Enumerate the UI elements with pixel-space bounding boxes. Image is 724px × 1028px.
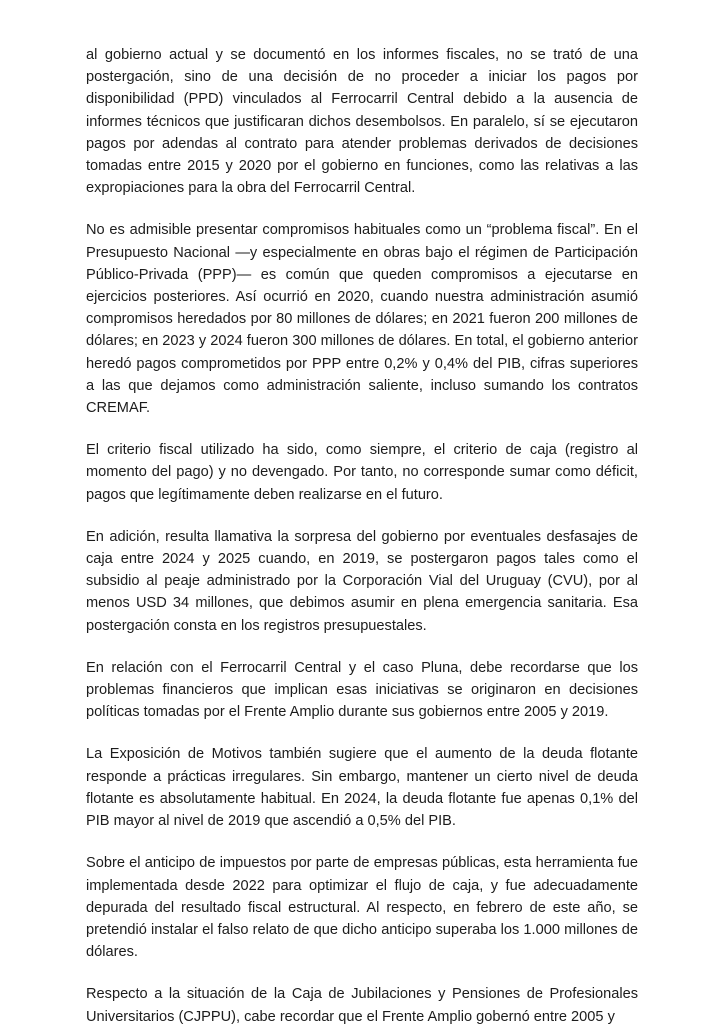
paragraph-compromisos-ppp: No es admisible presentar compromisos habituales como un “problema fiscal”. En el Presupuesto Nacional —y especialmente en obras bajo el régimen de Participación Público-Privada (PPP)— es común que queden compromisos a ejecutarse en ejercicios posteriores. Así ocurrió en 2020, cuando nuestra administración asumió compromisos heredados por 80 millones de dólares; en 2021 fueron 200 millones de dólares; en 2023 y 2024 fueron 300 millones de dólares. En total, el gobierno anterior heredó pagos comprometidos por PPP entre 0,2% y 0,4% del PIB, cifras superiores a las que dejamos como administración saliente, incluso sumando los contratos CREMAF. [86,222,638,417]
paragraph-ferrocarril-pluna: En relación con el Ferrocarril Central y el caso Pluna, debe recordarse que los problemas financieros que implican esas iniciativas se originaron en decisiones políticas tomadas por el Frente Amplio durante sus gobiernos entre 2005 y 2019. [86,659,638,721]
paragraph-anticipo-impuestos: Sobre el anticipo de impuestos por parte de empresas públicas, esta herramienta fue implementada desde 2022 para optimizar el flujo de caja, y fue adecuadamente depurada del resultado fiscal estructural. Al respecto, en febrero de este año, se pretendió instalar el falso relato de que dicho anticipo superaba los 1.000 millones de dólares. [86,855,638,961]
paragraph-ppd-ferrocarril: al gobierno actual y se documentó en los informes fiscales, no se trató de una postergación, sino de una decisión de no proceder a iniciar los pagos por disponibilidad (PPD) vinculados al Ferrocarril Central debido a la ausencia de informes técnicos que justificaran dichos desembolsos. En paralelo, sí se ejecutaron pagos por adendas al contrato para atender problemas derivados de decisiones tomadas entre 2015 y 2020 por el gobierno en funciones, como las relativas a las expropiaciones para la obra del Ferrocarril Central. [86,47,638,197]
paragraph-criterio-caja: El criterio fiscal utilizado ha sido, como siempre, el criterio de caja (registro al momento del pago) y no devengado. Por tanto, no corresponde sumar como déficit, pagos que legítimamente deben realizarse en el futuro. [86,442,638,503]
paragraph-cjppu: Respecto a la situación de la Caja de Jubilaciones y Pensiones de Profesionales Universitarios (CJPPU), cabe recordar que el Frente Amplio gobernó entre 2005 y [86,986,638,1025]
paragraph-deuda-flotante: La Exposición de Motivos también sugiere que el aumento de la deuda flotante responde a prácticas irregulares. Sin embargo, mantener un cierto nivel de deuda flotante es absolutamente habitual. En 2024, la deuda flotante fue apenas 0,1% del PIB mayor al nivel de 2019 que ascendió a 0,5% del PIB. [86,746,638,830]
paragraph-desfasajes-caja: En adición, resulta llamativa la sorpresa del gobierno por eventuales desfasajes de caja entre 2024 y 2025 cuando, en 2019, se postergaron pagos tales como el subsidio al peaje administrado por la Corporación Vial del Uruguay (CVU), por al menos USD 34 millones, que debimos asumir en plena emergencia sanitaria. Esa postergación consta en los registros presupuestales. [86,528,638,634]
